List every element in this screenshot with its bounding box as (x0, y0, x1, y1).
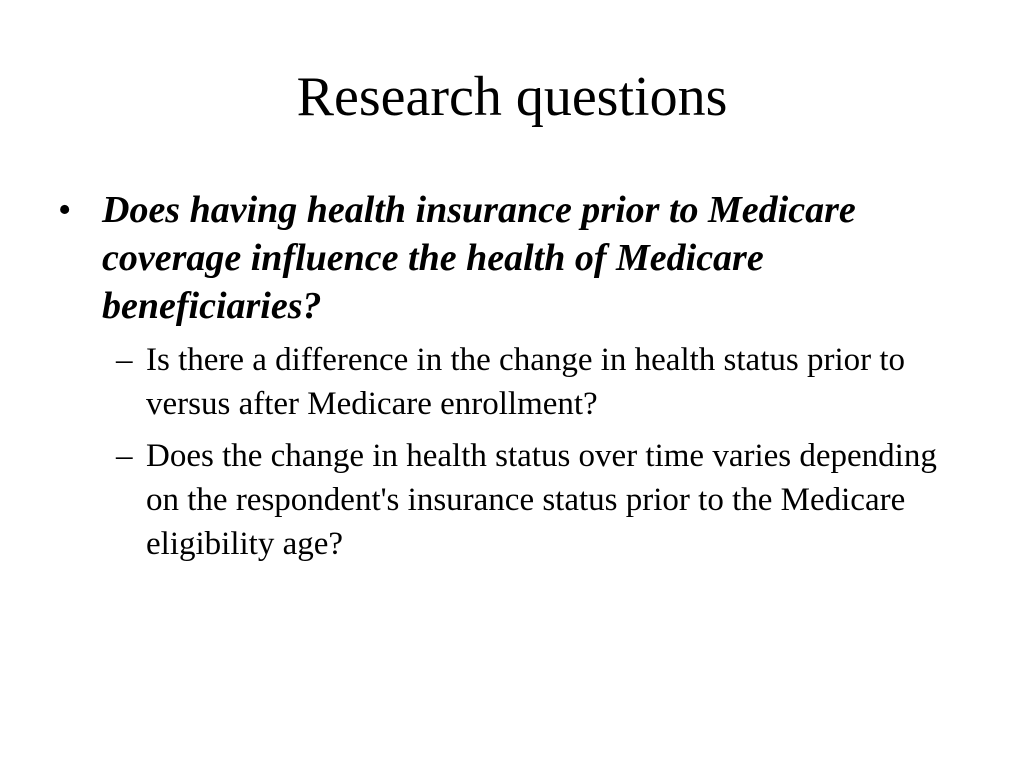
bullet-marker: • (58, 189, 72, 231)
sub-question-text: Does the change in health status over time varies depending on the respondent's insurance status prior to the Medicare eligibility age? (146, 438, 937, 562)
sub-question (102, 434, 966, 566)
sub-question-list (102, 338, 978, 566)
main-question-text: Does having health insurance prior to Medicare coverage influence the health of Medicare beneficiaries? (102, 189, 856, 327)
sub-question-text: Is there a difference in the change in health status prior to versus after Medicare enrollment? (146, 342, 906, 422)
dash-marker: – (116, 342, 133, 378)
bullet-list (58, 186, 978, 574)
dash-marker: – (116, 438, 133, 474)
main-question (58, 186, 978, 566)
sub-question (102, 338, 966, 426)
slide-title: Research questions (296, 66, 728, 128)
